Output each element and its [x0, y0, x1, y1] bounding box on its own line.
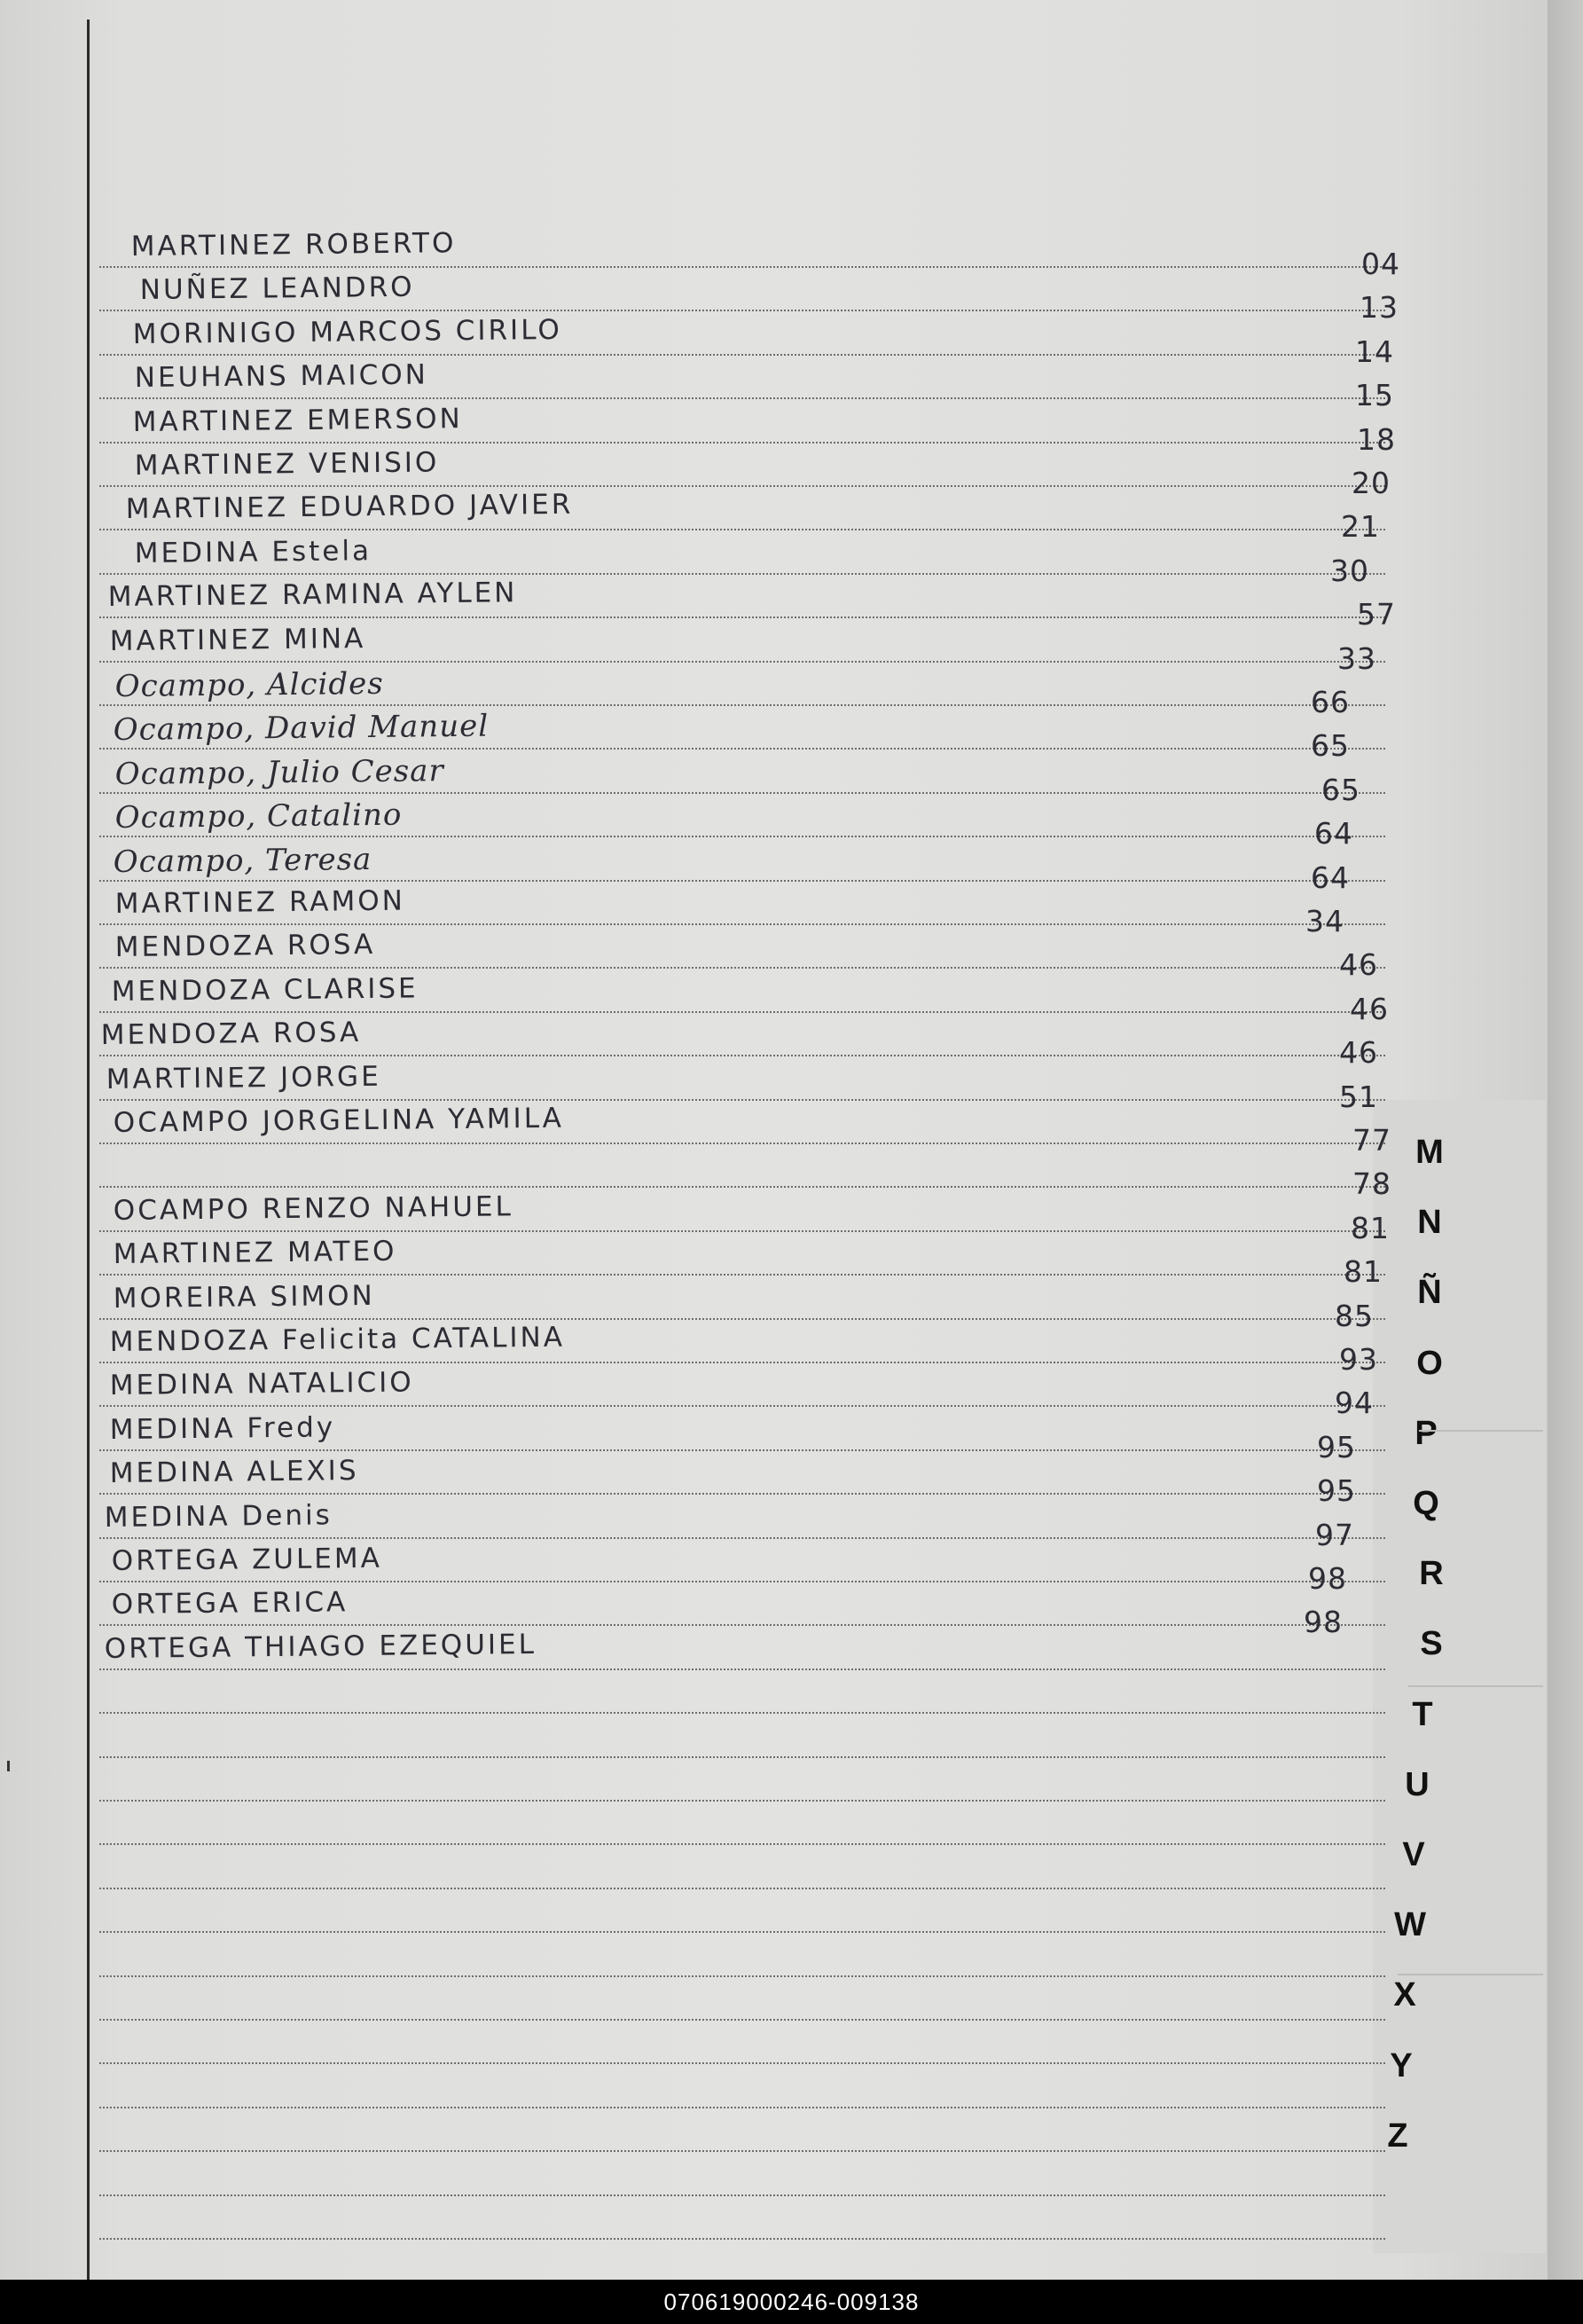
index-tab-letter[interactable]: S: [1420, 1625, 1443, 1663]
entry-page-number: 97: [1315, 1517, 1354, 1552]
entry-page-number: 81: [1344, 1254, 1383, 1290]
ruled-line: [99, 1142, 1385, 1144]
index-tab-letter[interactable]: X: [1393, 1976, 1416, 2014]
entry-page-number: 65: [1321, 772, 1360, 807]
entry-page-number: 46: [1350, 991, 1389, 1026]
ruled-line: [99, 1756, 1385, 1758]
tab-separator: [1408, 1685, 1543, 1687]
ruled-line: [99, 2194, 1385, 2196]
entry-name: MENDOZA CLARISE: [111, 972, 419, 1008]
sheet-edge: [1548, 0, 1583, 2280]
ruled-line: [99, 1888, 1385, 1889]
ruled-line: [99, 485, 1385, 487]
entry-name: Ocampo, Catalino: [114, 797, 403, 836]
entry-page-number: 81: [1351, 1210, 1390, 1245]
ruled-line: [99, 1624, 1385, 1626]
entry-name: ORTEGA ERICA: [111, 1586, 349, 1621]
ruled-line: [99, 1493, 1385, 1495]
index-tab-letter[interactable]: N: [1417, 1204, 1442, 1242]
index-tab-letter[interactable]: M: [1415, 1134, 1444, 1171]
entry-page-number: 51: [1339, 1079, 1378, 1114]
entry-page-number: 85: [1335, 1298, 1374, 1333]
entry-name: MEDINA NATALICIO: [109, 1366, 414, 1402]
entry-name: MARTINEZ EMERSON: [132, 402, 463, 438]
entry-name: Ocampo, Teresa: [113, 841, 372, 880]
entry-page-number: 20: [1352, 466, 1391, 500]
entry-page-number: 64: [1311, 860, 1350, 895]
ruled-line: [99, 354, 1385, 356]
index-tab-letter[interactable]: Z: [1387, 2116, 1408, 2155]
entry-name: MEDINA Denis: [104, 1498, 333, 1534]
ruled-line: [99, 880, 1385, 882]
ruled-line: [99, 1712, 1385, 1714]
entry-page-number: 57: [1357, 597, 1396, 632]
ruled-line: [99, 661, 1385, 663]
ruled-line: [99, 923, 1385, 925]
entry-page-number: 15: [1355, 378, 1394, 413]
entry-name: MOREIRA SIMON: [113, 1279, 375, 1315]
entry-page-number: 95: [1317, 1473, 1356, 1509]
ruled-line: [99, 1581, 1385, 1582]
entry-page-number: 77: [1352, 1123, 1391, 1158]
ruled-line: [99, 1055, 1385, 1056]
ruled-line: [99, 1449, 1385, 1451]
entry-page-number: 34: [1305, 904, 1344, 938]
entry-page-number: 98: [1308, 1561, 1347, 1596]
ruled-line: [99, 1099, 1385, 1101]
ruled-line: [99, 704, 1385, 706]
document-id: 070619000246-009138: [663, 2289, 920, 2315]
ruled-line: [99, 836, 1385, 837]
ruled-line: [99, 2107, 1385, 2108]
ruled-line: [99, 1405, 1385, 1407]
index-tab-letter[interactable]: O: [1416, 1344, 1443, 1382]
index-tab-letter[interactable]: R: [1419, 1555, 1444, 1593]
entry-name: MENDOZA ROSA: [114, 929, 376, 964]
entry-name: MORINIGO MARCOS CIRILO: [132, 313, 562, 350]
ruled-line: [99, 1362, 1385, 1363]
entry-page-number: 98: [1304, 1605, 1343, 1640]
ruled-line: [99, 616, 1385, 618]
entry-page-number: 21: [1341, 509, 1380, 545]
ruled-line: [99, 748, 1385, 750]
entry-page-number: 64: [1314, 816, 1353, 852]
entry-name: Ocampo, Julio Cesar: [114, 752, 444, 792]
entry-page-number: 14: [1355, 334, 1394, 369]
entry-page-number: 95: [1317, 1429, 1356, 1464]
index-tab-letter[interactable]: P: [1415, 1414, 1438, 1452]
index-tab-letter[interactable]: Q: [1413, 1485, 1439, 1522]
ruled-line: [99, 1186, 1385, 1188]
entry-name: MARTINEZ RAMINA AYLEN: [107, 577, 518, 614]
ruled-line: [99, 529, 1385, 530]
index-tab-letter[interactable]: U: [1405, 1765, 1430, 1803]
ruled-line: [99, 1931, 1385, 1933]
ruled-line: [99, 1274, 1385, 1276]
ruled-line: [99, 1537, 1385, 1539]
index-tab-letter[interactable]: T: [1412, 1695, 1433, 1733]
binding-margin-line: [87, 20, 90, 2280]
index-tab-letter[interactable]: V: [1402, 1836, 1425, 1873]
ruled-line: [99, 1318, 1385, 1320]
entry-page-number: 66: [1311, 685, 1350, 719]
entry-name: Ocampo, David Manuel: [113, 708, 490, 749]
ruled-line: [99, 442, 1385, 444]
entry-name: MEDINA Fredy: [109, 1411, 336, 1446]
entry-name: ORTEGA THIAGO EZEQUIEL: [104, 1628, 537, 1665]
ruled-line: [99, 792, 1385, 794]
ruled-line: [99, 1975, 1385, 1977]
entry-name: MARTINEZ EDUARDO JAVIER: [125, 489, 574, 526]
entry-page-number: 30: [1330, 553, 1369, 588]
entry-name: MARTINEZ JORGE: [106, 1060, 381, 1095]
margin-mark: [7, 1761, 10, 1771]
ruled-line: [99, 1011, 1385, 1013]
tab-separator: [1398, 1974, 1543, 1975]
ruled-line: [99, 2150, 1385, 2152]
entry-name: OCAMPO JORGELINA YAMILA: [113, 1102, 565, 1139]
ruled-line: [99, 2062, 1385, 2064]
entry-page-number: 93: [1339, 1342, 1378, 1377]
entry-page-number: 04: [1361, 247, 1400, 281]
ruled-line: [99, 1230, 1385, 1232]
entry-name: MEDINA Estela: [134, 535, 372, 569]
ruled-line: [99, 2238, 1385, 2240]
entry-name: Ocampo, Alcides: [114, 665, 384, 704]
entry-name: MEDINA ALEXIS: [109, 1455, 359, 1490]
entry-name: MARTINEZ MINA: [109, 622, 366, 657]
entry-page-number: 33: [1337, 640, 1376, 676]
index-tab-letter[interactable]: W: [1394, 1906, 1426, 1944]
ruled-line: [99, 2019, 1385, 2021]
entry-name: ORTEGA ZULEMA: [111, 1542, 383, 1577]
index-tab-letter[interactable]: Ñ: [1417, 1274, 1442, 1312]
entry-name: OCAMPO RENZO NAHUEL: [113, 1190, 513, 1227]
entry-page-number: 46: [1339, 1035, 1378, 1071]
entry-name: MARTINEZ MATEO: [113, 1235, 397, 1271]
ruled-line: [99, 967, 1385, 969]
entry-page-number: 94: [1335, 1386, 1374, 1421]
ruled-line: [99, 397, 1385, 399]
entry-name: MENDOZA Felicita CATALINA: [109, 1321, 566, 1358]
index-tab-letter[interactable]: Y: [1390, 2046, 1413, 2085]
entry-page-number: 18: [1357, 421, 1396, 457]
ruled-line: [99, 573, 1385, 575]
entry-name: NUÑEZ LEANDRO: [139, 271, 415, 307]
entry-page-number: 65: [1311, 728, 1350, 764]
ruled-line: [99, 310, 1385, 311]
ruled-line: [99, 1668, 1385, 1670]
entry-page-number: 46: [1339, 947, 1378, 983]
footer-bar: [0, 2280, 1583, 2324]
entry-name: MARTINEZ ROBERTO: [130, 227, 457, 263]
ruled-line: [99, 1843, 1385, 1845]
ruled-line: [99, 1800, 1385, 1802]
entry-page-number: 13: [1360, 290, 1399, 326]
entry-name: MARTINEZ RAMON: [114, 884, 405, 920]
tab-separator: [1419, 1430, 1543, 1432]
ruled-line: [99, 266, 1385, 268]
entry-name: MARTINEZ VENISIO: [134, 446, 440, 482]
entry-name: NEUHANS MAICON: [134, 358, 429, 395]
entry-page-number: 78: [1352, 1166, 1391, 1202]
entry-name: MENDOZA ROSA: [100, 1017, 362, 1052]
